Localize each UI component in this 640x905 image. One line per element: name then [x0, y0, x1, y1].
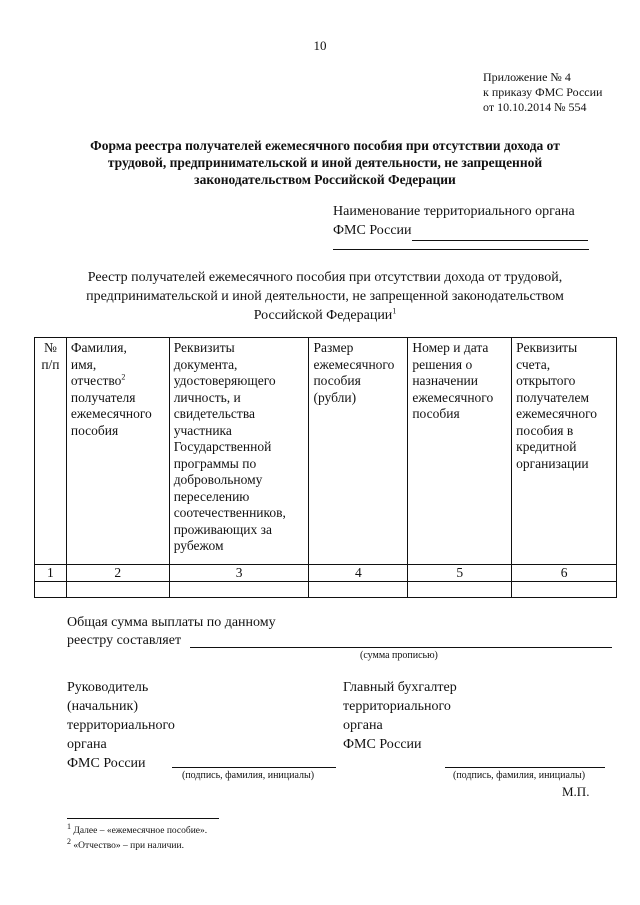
accountant-signature-block	[343, 678, 457, 754]
footnote-divider	[67, 818, 219, 819]
header-line: программы по	[173, 455, 257, 471]
total-sum-caption: (сумма прописью)	[360, 650, 438, 661]
header-line: решения о	[412, 356, 473, 372]
footnote-1	[67, 821, 208, 836]
total-sum-label-1: Общая сумма выплаты по данному	[67, 615, 276, 630]
org-label-line-1: Наименование территориального органа	[333, 204, 575, 219]
accountant-signature-caption: (подпись, фамилия, инициалы)	[453, 770, 586, 781]
header-line: добровольному	[173, 472, 263, 487]
header-line: участника	[173, 422, 232, 438]
header-line: счета,	[516, 356, 551, 372]
appendix-line-1: Приложение № 4	[483, 70, 571, 84]
header-line: имя,	[70, 356, 97, 372]
header-cell-1	[35, 338, 67, 565]
header-line: удостоверяющего	[173, 373, 276, 388]
header-line: пособия в	[516, 422, 574, 438]
table-header-row	[35, 338, 617, 565]
header-line: кредитной	[516, 439, 577, 454]
accountant-title-line: Главный бухгалтер	[343, 680, 457, 695]
total-sum-label-2: реестру составляет	[67, 633, 182, 648]
header-line: ежемесячного	[313, 356, 395, 372]
accountant-signature-field[interactable]	[445, 767, 605, 768]
table-cell[interactable]	[512, 582, 617, 598]
column-number: 3	[169, 565, 309, 582]
column-number: 6	[512, 565, 617, 582]
header-line: свидетельства	[173, 406, 256, 421]
header-line: отчество	[70, 373, 122, 388]
header-line: Фамилия,	[70, 340, 127, 355]
header-line: №	[43, 340, 57, 355]
head-title-line: (начальник)	[67, 699, 139, 714]
form-title	[60, 137, 590, 188]
header-line: личность, и	[173, 389, 241, 405]
header-line: открытого	[516, 373, 576, 388]
appendix-line-3: от 10.10.2014 № 554	[483, 100, 587, 114]
header-line: получателя	[70, 389, 136, 405]
appendix-line-2: к приказу ФМС России	[483, 85, 603, 99]
footnote-text: Далее – «ежемесячное пособие».	[73, 826, 208, 836]
header-line: ежемесячного	[412, 389, 494, 405]
accountant-title-line: ФМС России	[343, 737, 422, 752]
footnote-ref-2: 2	[121, 372, 126, 382]
header-cell-3	[169, 338, 309, 565]
table-cell[interactable]	[169, 582, 309, 598]
header-line: (рубли)	[313, 389, 357, 405]
total-sum-field[interactable]	[190, 647, 612, 648]
registry-table	[34, 337, 617, 598]
header-line: Реквизиты	[173, 340, 235, 355]
footnote-text: «Отчество» – при наличии.	[73, 841, 184, 851]
column-number: 2	[66, 565, 169, 582]
table-cell[interactable]	[66, 582, 169, 598]
registry-title-line-3: Российской Федерации	[253, 308, 393, 323]
page-number: 10	[313, 38, 327, 53]
org-name-field-continuation[interactable]	[333, 249, 589, 250]
header-line: документа,	[173, 356, 238, 372]
registry-title	[60, 268, 590, 325]
table-cell[interactable]	[35, 582, 67, 598]
header-line: Номер и дата	[412, 340, 489, 355]
org-label-line-2: ФМС России	[333, 223, 412, 238]
org-name-field[interactable]	[412, 221, 588, 241]
form-title-line-1: Форма реестра получателей ежемесячного пособия при отсутствии дохода от	[90, 138, 560, 153]
footnote-mark: 1	[67, 821, 71, 831]
head-title-line: ФМС России	[67, 756, 146, 771]
header-line: проживающих за	[173, 521, 272, 537]
form-title-line-3: законодательством Российской Федерации	[194, 172, 456, 187]
header-line: получателем	[516, 389, 590, 405]
header-line: соотечественников,	[173, 505, 286, 520]
header-line: Размер	[313, 340, 354, 355]
footnote-ref-1: 1	[392, 306, 397, 316]
header-line: организации	[516, 455, 589, 471]
header-line: пособия	[412, 406, 460, 421]
header-line: Государственной	[173, 439, 272, 454]
table-cell[interactable]	[309, 582, 408, 598]
total-sum-block	[67, 614, 276, 650]
head-title-line: органа	[67, 737, 107, 752]
head-title-line: Руководитель	[67, 680, 149, 695]
head-signature-caption: (подпись, фамилия, инициалы)	[182, 770, 315, 781]
head-title-line: территориального	[67, 718, 175, 733]
header-line: пособия	[313, 373, 361, 388]
accountant-title-line: органа	[343, 718, 383, 733]
table-cell[interactable]	[408, 582, 512, 598]
organization-name-block	[333, 202, 588, 241]
header-line: назначении	[412, 373, 479, 388]
accountant-title-line: территориального	[343, 699, 451, 714]
header-line: ежемесячного	[516, 406, 598, 421]
table-row	[35, 582, 617, 598]
column-number: 5	[408, 565, 512, 582]
header-line: переселению	[173, 488, 250, 504]
header-line: ежемесячного	[70, 406, 152, 421]
registry-title-line-1: Реестр получателей ежемесячного пособия при отсутствии дохода от трудовой,	[87, 270, 563, 285]
header-line: Реквизиты	[516, 340, 578, 355]
stamp-place-label: М.П.	[562, 784, 590, 799]
header-cell-4	[309, 338, 408, 565]
header-cell-2	[66, 338, 169, 565]
column-number: 1	[35, 565, 67, 582]
header-line: рубежом	[173, 538, 224, 553]
header-line: пособия	[70, 422, 119, 438]
header-cell-5	[408, 338, 512, 565]
head-signature-field[interactable]	[172, 767, 336, 768]
head-signature-block	[67, 678, 175, 773]
footnote-mark: 2	[67, 836, 71, 846]
appendix-reference	[483, 70, 602, 115]
header-cell-6	[512, 338, 617, 565]
column-number: 4	[309, 565, 408, 582]
footnote-2	[67, 836, 184, 851]
column-number-row	[35, 565, 617, 582]
header-line: п/п	[41, 356, 60, 372]
form-title-line-2: трудовой, предпринимательской и иной деятельности, не запрещенной	[107, 155, 543, 170]
registry-title-line-2: предпринимательской и иной деятельности, не запрещенной законодательством	[86, 289, 564, 304]
